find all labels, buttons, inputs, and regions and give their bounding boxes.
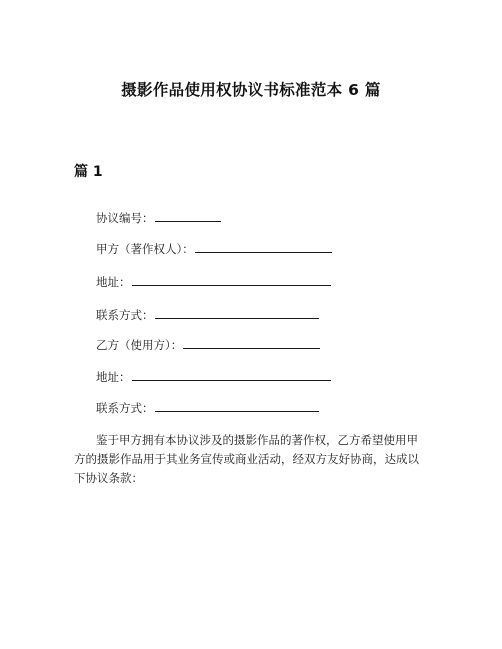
field-label: 联系方式： [96,308,154,322]
fill-in-blank [155,306,319,319]
field-label: 协议编号： [96,211,154,225]
paragraph-line: 下协议条款： [74,471,143,485]
field-party-b [96,336,320,353]
fill-in-blank [132,368,331,381]
field-party-b-contact [96,399,319,416]
field-party-b-address [96,368,331,385]
field-party-a-address [96,273,331,290]
fill-in-blank [195,240,332,253]
section-heading: 篇 1 [74,164,103,180]
paragraph-line: 鉴于甲方拥有本协议涉及的摄影作品的著作权，乙方希望使用甲 [96,433,418,447]
field-agreement-number [96,209,221,226]
field-party-a [96,240,332,257]
field-party-a-contact [96,306,319,323]
fill-in-blank [183,336,320,349]
field-label: 地址： [96,370,131,384]
field-label: 乙方（使用方）： [96,338,183,352]
paragraph-line: 方的摄影作品用于其业务宣传或商业活动，经双方友好协商，达成以 [74,452,419,466]
field-label: 地址： [96,275,131,289]
preamble-paragraph [74,431,434,488]
field-label: 甲方（著作权人）： [96,242,194,256]
document-title: 摄影作品使用权协议书标准范本 6 篇 [121,81,381,99]
fill-in-blank [132,273,331,286]
fill-in-blank [155,399,319,412]
fill-in-blank [155,209,221,222]
field-label: 联系方式： [96,401,154,415]
